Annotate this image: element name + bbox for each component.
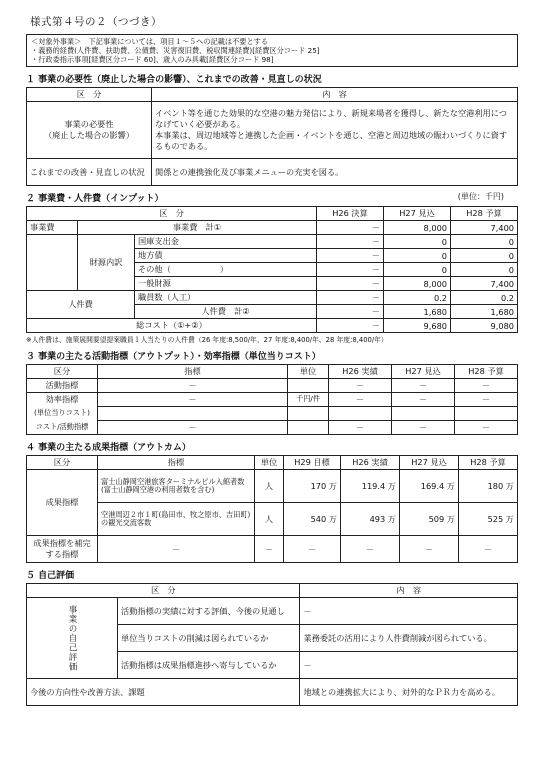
sec3-row-label: 活動指標 bbox=[27, 379, 98, 393]
sec4-hokan-shihyo: － bbox=[98, 536, 255, 563]
sec2-jinkenhi-value: 1,680 bbox=[384, 305, 451, 319]
sec4-seika-label: 成果指標 bbox=[27, 470, 98, 536]
sec3-row-label: 効率指標 bbox=[27, 393, 98, 407]
sec4-col: H28 予算 bbox=[459, 456, 518, 470]
sec5-table bbox=[26, 583, 518, 706]
sec3-value: － bbox=[392, 421, 455, 435]
sec4-value: 493 万 bbox=[341, 503, 400, 536]
sec2-table bbox=[26, 206, 518, 333]
sec3-value: － bbox=[329, 393, 392, 407]
sec4-heading bbox=[26, 440, 518, 453]
sec3-shihyo: － bbox=[98, 421, 288, 435]
sec2-total-h26: － bbox=[317, 319, 384, 333]
sec1-necessity-text: イベント等を通じた効果的な空港の魅力発信により、新規来場者を獲得し、新たな空港利用につなげていく必要がある。 本事業は、周辺地域等と連携した企画・イベントを通じ、空港と周辺地域の賑わいづくりに資するものである。 bbox=[152, 102, 518, 159]
sec2-jinkenhi-value: － bbox=[317, 291, 384, 305]
sec4-shihyo: 空港周辺２市１町(島田市、牧之原市、吉田町)の観光交流客数 bbox=[98, 503, 255, 536]
sec1-improvement-text: 関係との連携強化及び事業メニューの充実を図る。 bbox=[152, 159, 518, 186]
sec5-row-label: 活動指標の実績に対する評価、今後の見通し bbox=[118, 598, 300, 625]
sec3-heading-text: ３ 事業の主たる活動指標（アウトプット）・効率指標（単位当りコスト） bbox=[26, 352, 321, 362]
sec3-shihyo: － bbox=[98, 379, 288, 393]
sec3-col: H26 実績 bbox=[329, 365, 392, 379]
sec2-jinkenhi-row-label: 職員数（人工） bbox=[135, 291, 317, 305]
sec3-heading bbox=[26, 349, 518, 362]
sec5-heading-text: ５ 自己評価 bbox=[26, 571, 75, 581]
sec2-jigyohi-label: 事業費 bbox=[27, 221, 78, 235]
sec1-col-kubun: 区 分 bbox=[27, 88, 152, 102]
sec3-table bbox=[26, 364, 518, 435]
sec4-tani: 人 bbox=[255, 470, 284, 503]
sec4-value: 540 万 bbox=[284, 503, 341, 536]
sec2-zaigen-value: － bbox=[317, 249, 384, 263]
sec2-jigyohi-total-label: 事業費 計① bbox=[78, 221, 317, 235]
sec4-hokan-value: － bbox=[400, 536, 459, 563]
sec5-col-kubun: 区 分 bbox=[27, 584, 300, 598]
sec4-shihyo: 富士山静岡空港旅客ターミナルビル入館者数(富士山静岡空港の利用者数を含む) bbox=[98, 470, 255, 503]
sec3-value: － bbox=[329, 421, 392, 435]
sec3-tani bbox=[288, 421, 329, 435]
sec2-total-label: 総コスト（①+②） bbox=[27, 319, 317, 333]
sec4-col: 区分 bbox=[27, 456, 98, 470]
sec3-value: － bbox=[455, 379, 518, 393]
sec3-col: H27 見込 bbox=[392, 365, 455, 379]
sec3-col: 指標 bbox=[98, 365, 288, 379]
sec2-total-h28: 9,080 bbox=[451, 319, 518, 333]
sec2-zaigen-value: － bbox=[317, 235, 384, 249]
sec2-zaigen-value: 0 bbox=[384, 263, 451, 277]
sec3-shihyo: － bbox=[98, 393, 288, 407]
sec2-col-h28: H28 予算 bbox=[451, 207, 518, 221]
sec2-col-h27: H27 見込 bbox=[384, 207, 451, 221]
sec4-col: H27 見込 bbox=[400, 456, 459, 470]
note-line-2: ・義務的経費(人件費、扶助費、公債費、災害復旧費、税収関連経費)[経費区分コード 25] bbox=[31, 46, 320, 55]
sec2-heading-text: ２ 事業費・人件費（インプット） bbox=[26, 194, 164, 204]
sec4-value: 170 万 bbox=[284, 470, 341, 503]
sec2-zaigen-row-label: その他（ ） bbox=[135, 263, 317, 277]
sec4-value: 180 万 bbox=[459, 470, 518, 503]
sec1-col-naiyo: 内 容 bbox=[152, 88, 518, 102]
sec2-zaigen-value: 8,000 bbox=[384, 277, 451, 291]
sec4-col: 指標 bbox=[98, 456, 255, 470]
note-line-3: ・行政委指示事項[経費区分コード 60]、歳入のみ具載[経費区分コード 98] bbox=[31, 55, 274, 64]
sec2-zaigen-value: 0 bbox=[451, 235, 518, 249]
sec4-value: 119.4 万 bbox=[341, 470, 400, 503]
sec2-zaigen-value: 0 bbox=[451, 263, 518, 277]
sec2-unit: (単位：千円) bbox=[457, 192, 504, 201]
sec2-zaigen-value: － bbox=[317, 263, 384, 277]
sec2-zaigen-label: 財源内訳 bbox=[78, 235, 135, 291]
sec2-heading bbox=[26, 191, 518, 204]
sec5-col-naiyo: 内 容 bbox=[300, 584, 518, 598]
sec4-value: 509 万 bbox=[400, 503, 459, 536]
sec3-value: － bbox=[455, 393, 518, 407]
sec3-value bbox=[455, 407, 518, 421]
sec4-tani: 人 bbox=[255, 503, 284, 536]
sec2-zaigen-value: － bbox=[317, 277, 384, 291]
sec3-value: － bbox=[392, 379, 455, 393]
sec2-zaigen-value: 0 bbox=[384, 235, 451, 249]
sec4-col: H26 実績 bbox=[341, 456, 400, 470]
sec5-row-label: 単位当りコストの削減は図られているか bbox=[118, 625, 300, 652]
sec4-hokan-label: 成果指標を補完する指標 bbox=[27, 536, 98, 563]
sec3-shihyo bbox=[98, 407, 288, 421]
sec2-jigyohi-h28: 7,400 bbox=[451, 221, 518, 235]
sec5-row-text: － bbox=[300, 652, 518, 679]
sec2-zaigen-row-label: 国庫支出金 bbox=[135, 235, 317, 249]
note-line-1: ＜対象外事業＞ 下記事業については、項目１～５への記載は不要とする bbox=[31, 37, 269, 46]
sec3-value: － bbox=[329, 379, 392, 393]
sec2-jinkenhi-label: 人件費 bbox=[27, 291, 135, 319]
sec5-row-text: 業務委託の活用により人件費削減が図られている。 bbox=[300, 625, 518, 652]
sec4-col: 単位 bbox=[255, 456, 284, 470]
sec5-heading bbox=[26, 568, 518, 581]
sec1-improvement-label: これまでの改善・見直しの状況 bbox=[27, 159, 152, 186]
sec5-future-text: 地域との連携拡大により、対外的なＰＲ力を高める。 bbox=[300, 679, 518, 706]
sec4-table bbox=[26, 455, 518, 563]
sec2-jigyohi-h27: 8,000 bbox=[384, 221, 451, 235]
sec3-row-label: コスト/活動指標 bbox=[27, 421, 98, 435]
sec3-tani bbox=[288, 407, 329, 421]
sec2-zaigen-value: 0 bbox=[451, 249, 518, 263]
sec5-future-label: 今後の方向性や改善方法、課題 bbox=[27, 679, 300, 706]
sec1-heading bbox=[26, 72, 518, 85]
sec3-value bbox=[329, 407, 392, 421]
sec1-table bbox=[26, 87, 518, 186]
sec2-total-h27: 9,680 bbox=[384, 319, 451, 333]
sec4-heading-text: ４ 事業の主たる成果指標（アウトカム） bbox=[26, 443, 191, 453]
sec2-zaigen-value: 7,400 bbox=[451, 277, 518, 291]
sec4-value: 525 万 bbox=[459, 503, 518, 536]
sec2-blank-cell bbox=[27, 235, 78, 291]
form-page bbox=[26, 14, 518, 706]
sec2-col-h26: H26 決算 bbox=[317, 207, 384, 221]
sec3-value: － bbox=[392, 393, 455, 407]
sec5-row-label: 活動指標は成果指標進捗へ寄与しているか bbox=[118, 652, 300, 679]
sec2-zaigen-value: 0 bbox=[384, 249, 451, 263]
sec2-jinkenhi-row-label: 人件費 計② bbox=[135, 305, 317, 319]
sec3-col: 単位 bbox=[288, 365, 329, 379]
sec4-value: 169.4 万 bbox=[400, 470, 459, 503]
sec2-jinkenhi-value: 0.2 bbox=[384, 291, 451, 305]
sec2-jinkenhi-value: － bbox=[317, 305, 384, 319]
sec4-hokan-value: － bbox=[284, 536, 341, 563]
sec2-jinkenhi-value: 1,680 bbox=[451, 305, 518, 319]
sec3-col: H28 予算 bbox=[455, 365, 518, 379]
sec3-tani: 千円/件 bbox=[288, 393, 329, 407]
sec4-col: H29 目標 bbox=[284, 456, 341, 470]
sec2-col-kubun: 区 分 bbox=[27, 207, 317, 221]
sec4-hokan-value: － bbox=[459, 536, 518, 563]
sec3-value bbox=[392, 407, 455, 421]
form-title: 様式第４号の２（つづき） bbox=[30, 16, 162, 28]
sec2-jigyohi-h26: － bbox=[317, 221, 384, 235]
sec2-zaigen-row-label: 一般財源 bbox=[135, 277, 317, 291]
sec4-hokan-value: － bbox=[341, 536, 400, 563]
sec3-value: － bbox=[455, 421, 518, 435]
sec1-heading-text: １ 事業の必要性（廃止した場合の影響）、これまでの改善・見直しの状況 bbox=[26, 75, 322, 85]
sec1-necessity-label: 事業の必要性 （廃止した場合の影響） bbox=[27, 102, 152, 159]
exclusion-note-box bbox=[26, 34, 518, 67]
sec2-zaigen-row-label: 地方債 bbox=[135, 249, 317, 263]
sec5-row-text: － bbox=[300, 598, 518, 625]
sec3-tani bbox=[288, 379, 329, 393]
sec2-footnote: ※人件費は、施策展開要望提案職員１人当たりの人件費（26 年度:8,500/年、27 年度:8,400/年、28 年度:8,400/年） bbox=[26, 336, 388, 344]
sec4-hokan-tani: － bbox=[255, 536, 284, 563]
sec3-col: 区分 bbox=[27, 365, 98, 379]
sec3-row-label: (単位当りコスト) bbox=[27, 407, 98, 421]
sec5-side-label: 事業の自己評価 bbox=[27, 598, 118, 679]
sec2-jinkenhi-value: 0.2 bbox=[451, 291, 518, 305]
